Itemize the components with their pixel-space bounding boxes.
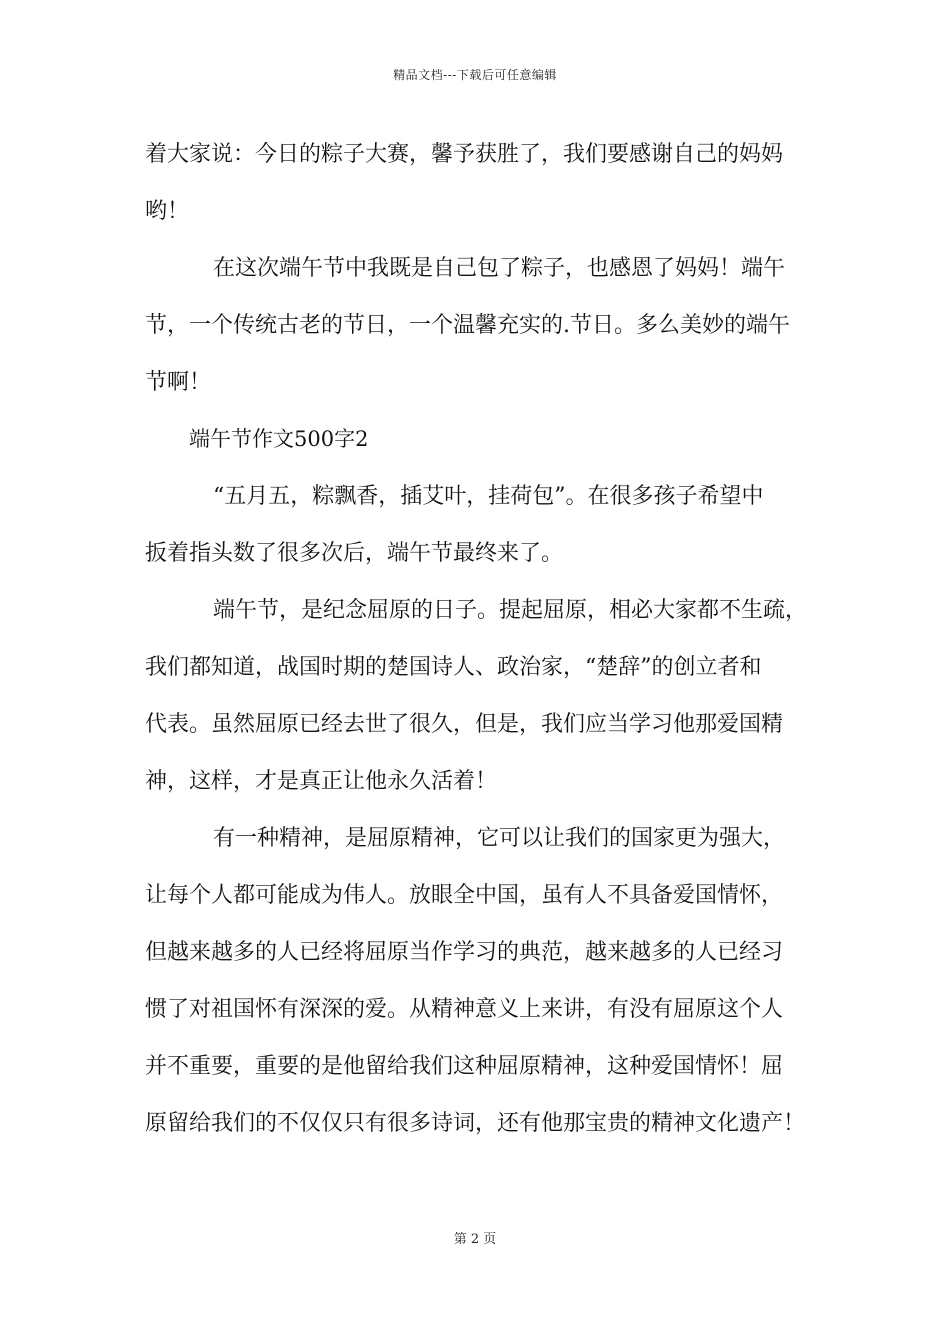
text-line: 并不重要，重要的是他留给我们这种屈原精神，这种爱国情怀！屈: [145, 1054, 784, 1079]
text-line: 扳着指头数了很多次后，端午节最终来了。: [145, 541, 564, 566]
document-body: [145, 126, 825, 1152]
text-line: “五月五，粽飘香，插艾叶，挂荷包”。在很多孩子希望中: [213, 484, 764, 509]
page-header: 精品文档---下载后可任意编辑: [393, 68, 557, 82]
text-line: 节啊！: [145, 370, 212, 395]
text-line: 代表。虽然屈原已经去世了很久，但是，我们应当学习他那爱国精: [145, 712, 784, 737]
text-line: 端午节，是纪念屈原的日子。提起屈原，相必大家都不生疏，: [213, 598, 808, 623]
text-line: 我们都知道，战国时期的楚国诗人、政治家，“楚辞”的创立者和: [145, 655, 762, 680]
text-line: 让每个人都可能成为伟人。放眼全中国，虽有人不具备爱国情怀，: [145, 883, 784, 908]
text-line: 但越来越多的人已经将屈原当作学习的典范，越来越多的人已经习: [145, 940, 784, 965]
page-number: 第 2 页: [453, 1232, 497, 1247]
text-line: 节，一个传统古老的节日，一个温馨充实的.节日。多么美妙的端午: [145, 313, 790, 338]
section-title: 端午节作文500字2: [189, 427, 369, 451]
text-line: 有一种精神，是屈原精神，它可以让我们的国家更为强大，: [213, 826, 786, 851]
text-line: 着大家说：今日的粽子大赛，馨予获胜了，我们要感谢自己的妈妈: [145, 142, 784, 167]
text-line: 惯了对祖国怀有深深的爱。从精神意义上来讲，有没有屈原这个人: [145, 997, 784, 1022]
text-line: 哟！: [145, 199, 190, 224]
text-line: 在这次端午节中我既是自己包了粽子，也感恩了妈妈！端午: [213, 256, 786, 281]
text-line: 原留给我们的不仅仅只有很多诗词，还有他那宝贵的精神文化遗产！: [145, 1111, 806, 1136]
text-line: 神，这样，才是真正让他永久活着！: [145, 769, 498, 794]
